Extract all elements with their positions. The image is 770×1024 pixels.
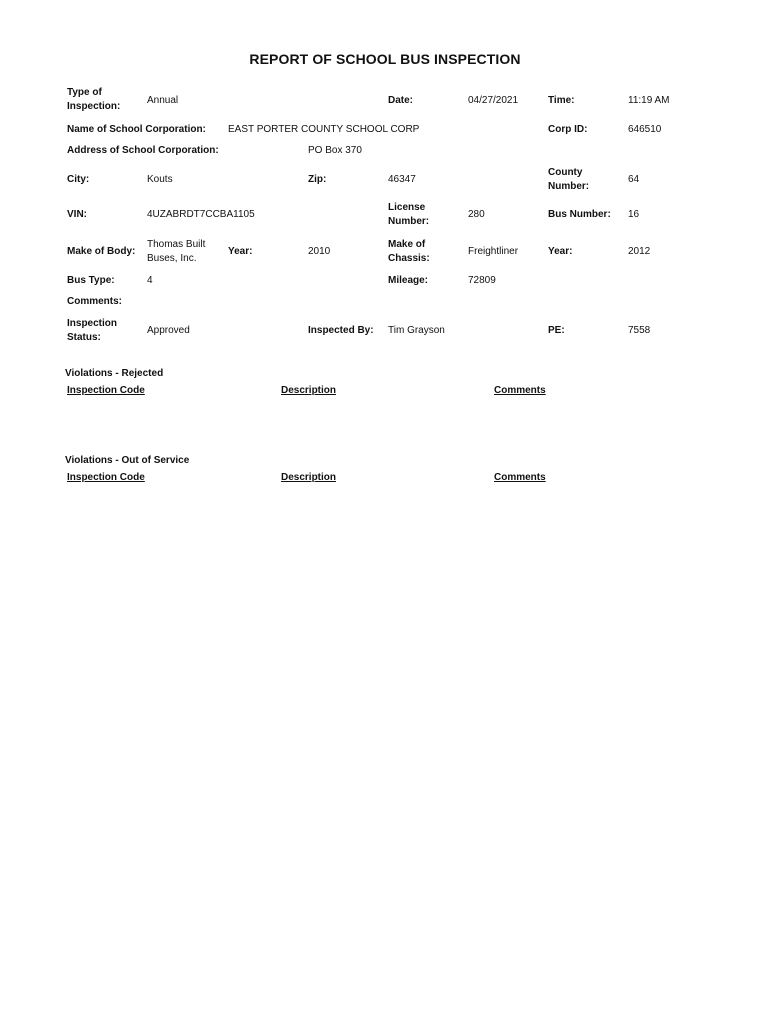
license-number-label-line1: License (388, 202, 426, 213)
inspection-status-label-line2: Status: (67, 332, 101, 343)
make-of-chassis-value: Freightliner (468, 246, 519, 257)
make-of-body-value-line1: Thomas Built (147, 239, 206, 250)
city-label: City: (67, 174, 90, 185)
body-year-value: 2010 (308, 246, 331, 257)
zip-label: Zip: (308, 174, 327, 185)
corp-id-label: Corp ID: (548, 124, 588, 135)
chassis-year-label: Year: (548, 246, 573, 257)
county-number-value: 64 (628, 174, 640, 185)
bus-type-value: 4 (147, 275, 153, 286)
violations-rejected-col-code: Inspection Code (67, 385, 145, 396)
type-of-inspection-label-line2: Inspection: (67, 101, 121, 112)
corporation-name-label: Name of School Corporation: (67, 124, 206, 135)
pe-label: PE: (548, 325, 565, 336)
violations-out-of-service-col-code: Inspection Code (67, 472, 145, 483)
make-of-body-label: Make of Body: (67, 246, 136, 257)
address-value: PO Box 370 (308, 145, 362, 156)
violations-out-of-service-col-comments: Comments (494, 472, 546, 483)
corp-id-value: 646510 (628, 124, 662, 135)
zip-value: 46347 (388, 174, 416, 185)
inspected-by-label: Inspected By: (308, 325, 374, 336)
date-label: Date: (388, 95, 414, 106)
violations-out-of-service-heading: Violations - Out of Service (65, 455, 190, 466)
time-label: Time: (548, 95, 575, 106)
body-year-label: Year: (228, 246, 253, 257)
mileage-value: 72809 (468, 275, 496, 286)
corporation-name-value: EAST PORTER COUNTY SCHOOL CORP (228, 124, 420, 135)
report-title: REPORT OF SCHOOL BUS INSPECTION (249, 51, 521, 67)
license-number-value: 280 (468, 209, 485, 220)
license-number-label-line2: Number: (388, 216, 430, 227)
comments-label: Comments: (67, 296, 123, 307)
mileage-label: Mileage: (388, 275, 429, 286)
time-value: 11:19 AM (628, 95, 670, 106)
violations-rejected-heading: Violations - Rejected (65, 368, 164, 379)
county-number-label-line1: County (548, 167, 583, 178)
type-of-inspection-value: Annual (147, 95, 179, 106)
address-label: Address of School Corporation: (67, 145, 219, 156)
bus-number-value: 16 (628, 209, 640, 220)
violations-rejected-col-comments: Comments (494, 385, 546, 396)
make-of-chassis-label-line2: Chassis: (388, 253, 430, 264)
violations-out-of-service-col-description: Description (281, 472, 337, 483)
make-of-body-value-line2: Buses, Inc. (147, 253, 197, 264)
violations-rejected-col-description: Description (281, 385, 337, 396)
type-of-inspection-label-line1: Type of (67, 87, 102, 98)
vin-value: 4UZABRDT7CCBA1105 (147, 209, 255, 220)
inspected-by-value: Tim Grayson (388, 325, 445, 336)
make-of-chassis-label-line1: Make of (388, 239, 426, 250)
bus-number-label: Bus Number: (548, 209, 611, 220)
city-value: Kouts (147, 174, 173, 185)
inspection-status-label-line1: Inspection (67, 318, 118, 329)
county-number-label-line2: Number: (548, 181, 590, 192)
chassis-year-value: 2012 (628, 246, 651, 257)
pe-value: 7558 (628, 325, 651, 336)
inspection-status-value: Approved (147, 325, 190, 336)
vin-label: VIN: (67, 209, 87, 220)
date-value: 04/27/2021 (468, 95, 519, 106)
bus-type-label: Bus Type: (67, 275, 115, 286)
